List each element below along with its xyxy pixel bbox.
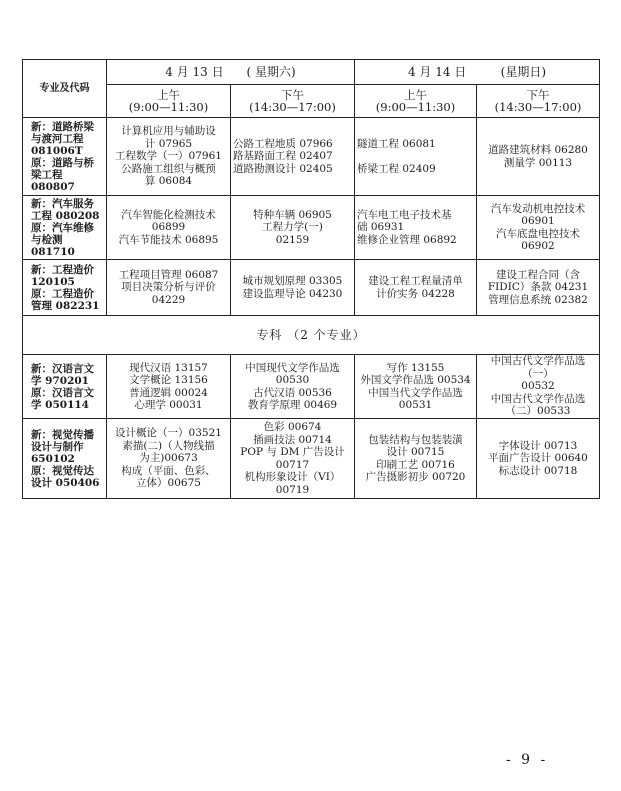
course-line: 文学概论 13156 [129,374,208,386]
course-cell [107,260,231,316]
slot-time: (14:30—17:00) [249,100,336,114]
course-line: 标志设计 00718 [498,464,578,477]
course-cell [355,355,477,419]
slot-header-4 [477,85,600,118]
course-line: 管理信息系统 02382 [488,293,588,306]
exam-schedule-table [22,59,600,499]
major-line: 学 050114 [31,398,89,411]
course-cell [477,260,600,316]
course-cell [477,355,600,419]
major-line: 081006T [31,144,83,157]
slot-name: 上午 [157,88,180,102]
course-line: 公路施工组织与概预 [121,162,216,175]
course-line: （一） [522,367,554,380]
course-line: 计价实务 04228 [376,287,455,300]
slot-header-2 [231,85,355,118]
major-line: 工程 080208 [31,209,100,222]
major-line: 原：视觉传达 [31,464,94,477]
major-line: 新：视觉传播 [31,428,94,441]
slot-header-1 [107,85,231,118]
major-cell [23,118,107,196]
course-line: 工程数学（一）07961 [115,150,222,163]
course-line: 道路勘测设计 02405 [233,162,333,175]
major-line: 设计 050406 [31,476,100,489]
section-title: 专科 （2 个专业） [23,316,600,355]
slot-header-row [23,85,600,118]
course-line: 特种车辆 06905 [253,208,332,221]
course-line: 维修企业管理 06892 [357,233,457,246]
course-line: 中国古代文学作品选 [490,392,586,405]
table-row [23,355,600,419]
course-cell [477,196,600,260]
major-line: 新：汽车服务 [31,197,94,210]
major-cell [23,355,107,419]
course-line: 公路工程地质 07966 [233,137,333,150]
course-line: 立体）00675 [136,477,201,490]
course-line: 插画技法 00714 [253,433,332,446]
course-cell [231,260,355,316]
exam-schedule-sheet [22,59,599,499]
slot-header-3 [355,85,477,118]
day1-date: 4 月 13 日 [165,64,224,79]
course-line: 机构形象设计（VI） [244,471,341,483]
course-line: 心理学 00031 [134,399,203,411]
course-line: 00530 [275,374,310,386]
table-row [23,419,600,499]
course-line: 06902 [521,240,555,252]
page-number: - 9 - [506,752,549,768]
course-line: 项目决策分析与评价 [121,281,216,294]
course-line: 算 06084 [144,175,193,188]
course-line-spacer [357,150,474,163]
day1-weekday: ( 星期六) [246,64,296,79]
major-line: 原：道路与桥 [31,156,94,169]
course-line: 外国文学作品选 00534 [360,374,471,386]
course-line: 02159 [275,233,310,246]
course-cell [107,355,231,419]
major-line: 新：汉语言文 [31,362,94,375]
course-line: 建设工程工程量清单 [368,275,463,287]
course-line: 设计概论（一）03521 [115,427,222,440]
major-line: 120105 [31,275,75,288]
course-line: 工程力学(一) [262,221,323,234]
day1-header [107,60,355,85]
course-cell [477,419,600,499]
course-line: 城市规划原理 03305 [242,275,343,287]
day2-date: 4 月 14 日 [407,64,467,79]
course-line: 印刷工艺 00716 [376,458,455,471]
major-line: 设计与制作 [31,440,84,453]
course-line: 计 07965 [144,137,193,150]
course-cell [231,196,355,260]
major-line: 原：汽车维修 [31,221,94,234]
course-line: 04229 [151,293,186,306]
major-line: 新：工程造价 [31,263,94,276]
course-cell [231,419,355,499]
course-line: 00717 [275,458,310,471]
course-line: 汽车发动机电控技术 [490,202,586,215]
course-line: 测量学 00113 [503,156,573,169]
slot-time: (14:30—17:00) [494,100,582,114]
course-line: 汽车智能化检测技术 [121,208,216,221]
course-line: 教育学原理 00469 [247,399,338,411]
major-line: 原：汉语言文 [31,386,94,399]
course-line: 工程项目管理 06087 [118,268,219,281]
course-line: 普通逻辑 00024 [129,386,208,399]
major-line: 学 970201 [31,374,89,387]
course-line: 中国当代文学作品选 [368,386,463,399]
major-line: 原：工程造价 [31,287,94,300]
major-line: 管理 082231 [31,299,100,312]
course-line: 广告摄影初步 00720 [365,471,466,483]
major-line: 梁工程 [31,168,63,181]
course-line: （二）00533 [505,405,571,418]
course-cell [355,196,477,260]
table-row [23,118,600,196]
major-cell [23,196,107,260]
major-code-header: 专业及代码 [23,60,107,118]
major-line: 新：道路桥梁 [31,120,94,133]
major-line: 081710 [31,245,75,258]
day2-weekday: (星期日) [500,64,547,79]
slot-name: 上午 [404,88,427,102]
course-cell [477,118,600,196]
course-line: 为主)00673 [139,452,198,465]
course-line: 包装结构与包装装潢 [368,433,463,446]
course-line: 道路建筑材料 06280 [488,144,588,156]
slot-time: (9:00—11:30) [128,100,209,114]
section-row [23,316,600,355]
course-line: 00532 [521,380,555,393]
major-line: 与渡河工程 [31,132,84,145]
table-row [23,196,600,260]
course-cell [231,118,355,196]
course-line: 汽车节能技术 06895 [118,233,219,246]
course-line: 中国古代文学作品选 [490,355,586,368]
course-line: 计算机应用与辅助设 [121,125,216,138]
course-line: 础 06931 [357,221,405,234]
course-cell [231,355,355,419]
course-line: 建设监理导论 04230 [242,287,343,300]
major-cell [23,260,107,316]
slot-name: 下午 [281,88,304,102]
course-line: 00719 [275,483,310,496]
major-line: 650102 [31,452,75,465]
slot-name: 下午 [526,88,550,102]
course-cell [107,118,231,196]
course-line: 写作 13155 [386,361,445,374]
course-line: 隧道工程 06081 [357,137,436,150]
course-line: 00531 [398,399,433,411]
course-cell [355,260,477,316]
date-header-row [23,60,600,85]
course-line: 现代汉语 13157 [129,361,208,374]
course-line: 色彩 00674 [263,421,322,433]
course-line: 建设工程合同（含 [496,268,580,281]
course-line: 构成（平面、色彩、 [121,464,216,477]
course-line: 06899 [151,221,186,234]
course-line: 汽车底盘电控技术 [496,227,580,240]
day2-header [355,60,600,85]
course-line: 古代汉语 00536 [253,386,332,399]
course-line: 素描(二)（人物线描 [122,439,215,452]
course-cell [355,419,477,499]
table-row [23,260,600,316]
course-line: POP 与 DM 广告设计 [240,446,345,458]
course-line: 字体设计 00713 [498,439,578,452]
major-cell [23,419,107,499]
course-line: 设计 00715 [386,446,445,458]
major-line: 与检测 [31,233,63,246]
course-cell [107,196,231,260]
course-cell [355,118,477,196]
course-line: 汽车电工电子技术基 [357,208,452,221]
slot-time: (9:00—11:30) [375,100,456,114]
course-line: FIDIC）条款 04231 [487,281,589,294]
major-line: 080807 [31,180,75,193]
course-cell [107,419,231,499]
course-line: 平面广告设计 00640 [488,452,588,465]
course-line: 中国现代文学作品选 [245,361,340,374]
course-line: 06901 [521,215,555,227]
course-line: 桥梁工程 02409 [357,162,436,175]
course-line: 路基路面工程 02407 [233,150,333,163]
